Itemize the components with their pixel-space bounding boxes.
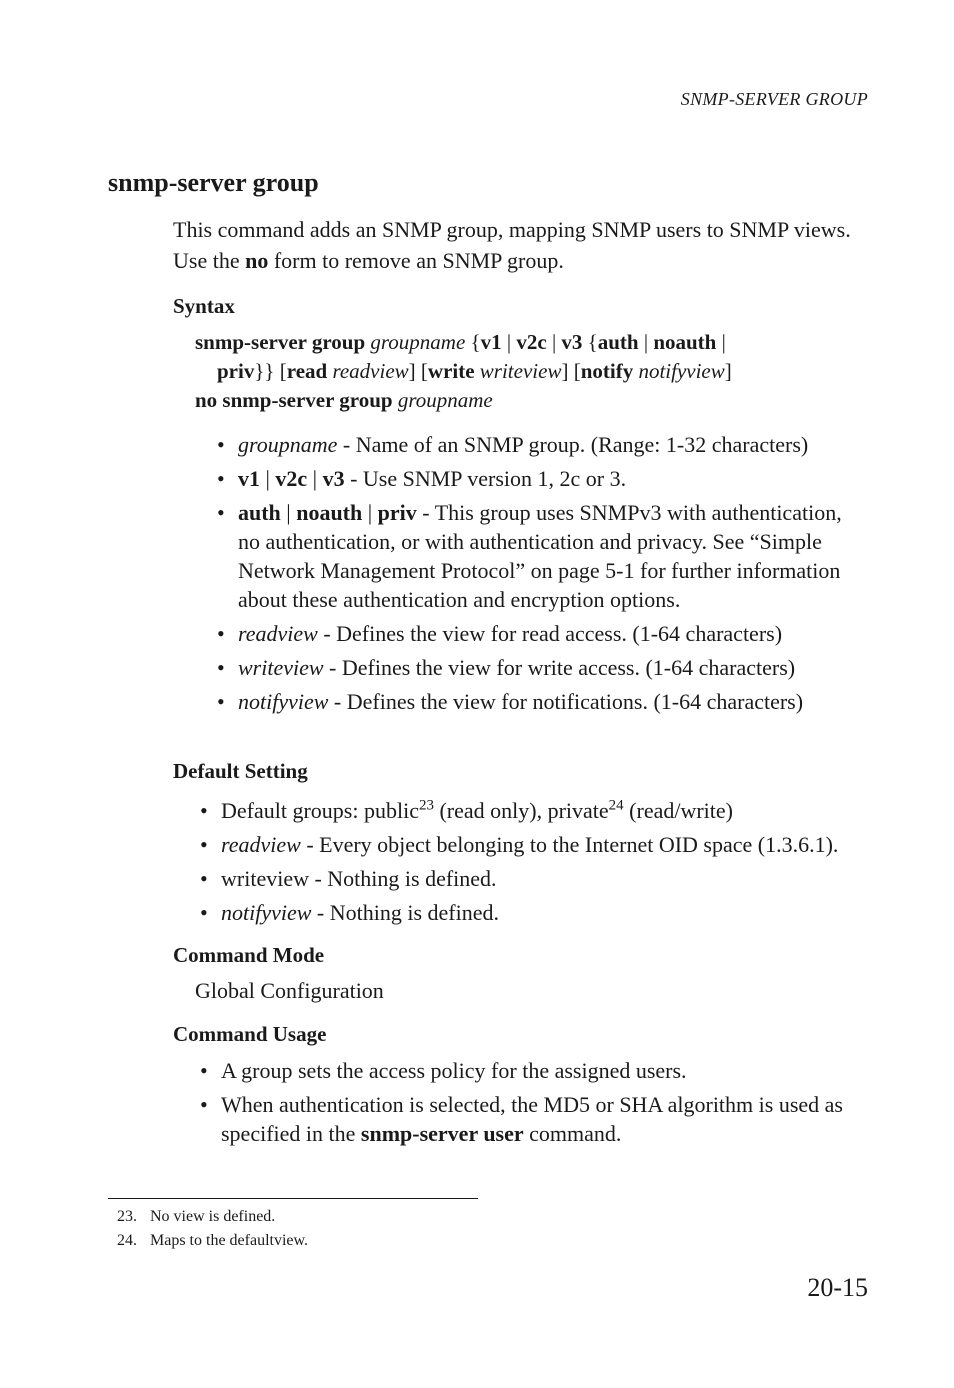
default-term: readview	[221, 832, 301, 857]
param-desc: - Defines the view for notifications. (1-64 characters)	[328, 689, 804, 714]
param-sep: |	[307, 466, 323, 491]
intro-text-b: form to remove an SNMP group.	[268, 248, 564, 273]
footnote	[117, 1229, 308, 1253]
param-term: v3	[322, 466, 345, 491]
command-mode-value: Global Configuration	[195, 978, 384, 1003]
param-desc: - Defines the view for read access. (1-64 characters)	[317, 621, 783, 646]
footnote-ref: 23	[418, 797, 434, 814]
syntax-kw-v3: v3	[561, 330, 583, 354]
default-setting-heading: Default Setting	[173, 759, 308, 783]
param-sep: |	[260, 466, 276, 491]
footnote-ref: 24	[608, 797, 624, 814]
command-usage-list	[198, 1056, 863, 1153]
running-head: SNMP-SERVER GROUP	[680, 89, 868, 109]
list-item: • A group sets the access policy for the assigned users.	[198, 1056, 863, 1085]
list-item	[215, 619, 865, 648]
syntax-arg-notifyview: notifyview	[638, 359, 725, 383]
param-term: auth	[238, 500, 281, 525]
syntax-line-1	[195, 330, 726, 355]
default-text: Default groups: public	[221, 798, 419, 823]
param-desc: - This group uses SNMPv3 with authentication, no authentication, or with authentication and privacy. See “Simple Network Management Protocol” on page 5-1 for further information about these authentication and encryption options.	[238, 500, 842, 612]
param-sep: |	[362, 500, 378, 525]
syntax-cmd: snmp-server group	[195, 330, 366, 354]
param-term: v1	[238, 466, 260, 491]
list-item	[198, 796, 868, 825]
syntax-kw-v2c: v2c	[516, 330, 547, 354]
footnote-rule	[108, 1198, 478, 1199]
default-text: (read/write)	[623, 798, 733, 823]
syntax-line-2	[217, 359, 732, 384]
footnote-number: 23.	[117, 1208, 137, 1225]
syntax-arg-groupname: groupname	[370, 330, 466, 354]
default-term: notifyview	[221, 900, 312, 925]
footnotes	[117, 1205, 308, 1253]
default-setting-list	[198, 796, 868, 932]
param-desc: - Use SNMP version 1, 2c or 3.	[344, 466, 627, 491]
list-item	[198, 830, 868, 859]
footnote-number: 24.	[117, 1232, 137, 1249]
syntax-sep: |	[638, 330, 654, 354]
list-item	[215, 687, 865, 716]
list-item	[198, 898, 868, 927]
syntax-kw-noauth: noauth	[653, 330, 717, 354]
param-desc: - Defines the view for write access. (1-64 characters)	[323, 655, 796, 680]
syntax-no-cmd: no snmp-server group	[195, 388, 393, 412]
list-item	[215, 498, 865, 614]
param-term: noauth	[296, 500, 363, 525]
usage-text: When authentication is selected, the MD5 or SHA algorithm is used as specified in the	[221, 1092, 843, 1146]
syntax-line-3	[195, 388, 493, 413]
list-item	[198, 864, 868, 893]
syntax-arg-readview: readview	[332, 359, 409, 383]
syntax-sep: |	[501, 330, 517, 354]
syntax-punct: }} [	[254, 359, 287, 383]
default-desc: - Nothing is defined.	[311, 900, 500, 925]
param-term: groupname	[238, 432, 338, 457]
intro-text-a: This command adds an SNMP group, mapping SNMP users to SNMP views. Use the	[173, 217, 851, 273]
syntax-sep: |	[716, 330, 726, 354]
default-text: writeview - Nothing is defined.	[221, 866, 497, 891]
syntax-kw-auth: auth	[597, 330, 639, 354]
default-text: (read only), private	[433, 798, 609, 823]
parameter-list	[215, 430, 865, 721]
syntax-sep: |	[546, 330, 562, 354]
syntax-arg-writeview: writeview	[479, 359, 562, 383]
syntax-kw-read: read	[286, 359, 328, 383]
usage-command-ref: snmp-server user	[360, 1121, 524, 1146]
usage-text: command.	[523, 1121, 622, 1146]
list-item	[198, 1090, 863, 1148]
list-item	[215, 653, 865, 682]
param-term: v2c	[275, 466, 308, 491]
intro-paragraph	[173, 214, 853, 276]
list-item	[215, 464, 865, 493]
syntax-kw-v1: v1	[480, 330, 502, 354]
syntax-punct: {	[582, 330, 598, 354]
param-term: notifyview	[238, 689, 329, 714]
syntax-punct: ] [	[561, 359, 581, 383]
syntax-arg-groupname: groupname	[397, 388, 493, 412]
default-desc: - Every object belonging to the Internet OID space (1.3.6.1).	[300, 832, 839, 857]
command-mode-heading: Command Mode	[173, 943, 325, 967]
syntax-punct: ]	[724, 359, 732, 383]
param-term: readview	[238, 621, 318, 646]
command-usage-heading: Command Usage	[173, 1022, 327, 1046]
footnote-text: No view is defined.	[150, 1208, 276, 1225]
param-sep: |	[280, 500, 297, 525]
syntax-kw-priv: priv	[217, 359, 255, 383]
section-title: snmp-server group	[108, 168, 319, 197]
syntax-punct: {	[465, 330, 481, 354]
syntax-heading: Syntax	[173, 294, 235, 318]
intro-bold-no: no	[245, 248, 269, 273]
param-term: priv	[377, 500, 417, 525]
syntax-punct: ] [	[408, 359, 428, 383]
param-term: writeview	[238, 655, 324, 680]
param-desc: - Name of an SNMP group. (Range: 1-32 characters)	[337, 432, 809, 457]
page-number: 20-15	[807, 1273, 868, 1302]
footnote	[117, 1205, 308, 1229]
syntax-kw-notify: notify	[580, 359, 634, 383]
footnote-text: Maps to the defaultview.	[150, 1232, 309, 1249]
syntax-kw-write: write	[427, 359, 475, 383]
list-item	[215, 430, 865, 459]
